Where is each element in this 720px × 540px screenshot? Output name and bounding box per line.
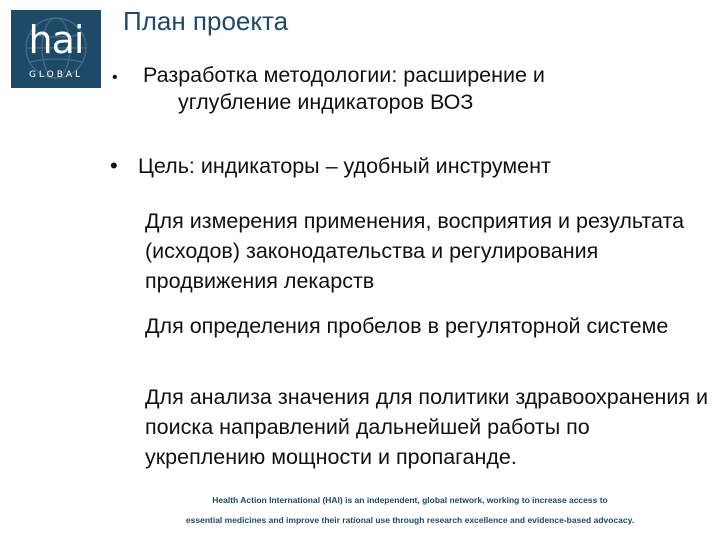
bullet-marker: • xyxy=(112,69,118,86)
bullet-text-line: углубление индикаторов ВОЗ xyxy=(178,90,474,114)
bullet-point-methodology xyxy=(143,62,643,116)
bullet-marker: • xyxy=(110,153,118,178)
hai-global-logo xyxy=(11,10,101,88)
logo-subtitle: GLOBAL xyxy=(28,70,84,80)
footer-note xyxy=(160,490,660,530)
sub-point-gaps: Для определения пробелов в регуляторной системе xyxy=(145,314,669,338)
bullet-point-goal: Цель: индикаторы – удобный инструмент xyxy=(138,154,551,178)
sub-point-analysis: Для анализа значения для политики здравоохранения и поиска направлений дальнейшей работы по укреплению мощности и пропаганде. xyxy=(145,385,709,469)
slide-title: План проекта xyxy=(123,6,289,36)
sub-point-measurement: Для измерения применения, восприятия и результата (исходов) законодательства и регулирования продвижения лекарств xyxy=(145,209,685,293)
footer-line: essential medicines and improve their rational use through research excellence and evidence-based advocacy. xyxy=(185,515,635,525)
bullet-text-line: Разработка методологии: расширение и xyxy=(143,63,545,87)
logo-wordmark: hai xyxy=(28,18,84,62)
footer-line: Health Action International (HAI) is an independent, global network, working to increase access to xyxy=(212,495,608,505)
